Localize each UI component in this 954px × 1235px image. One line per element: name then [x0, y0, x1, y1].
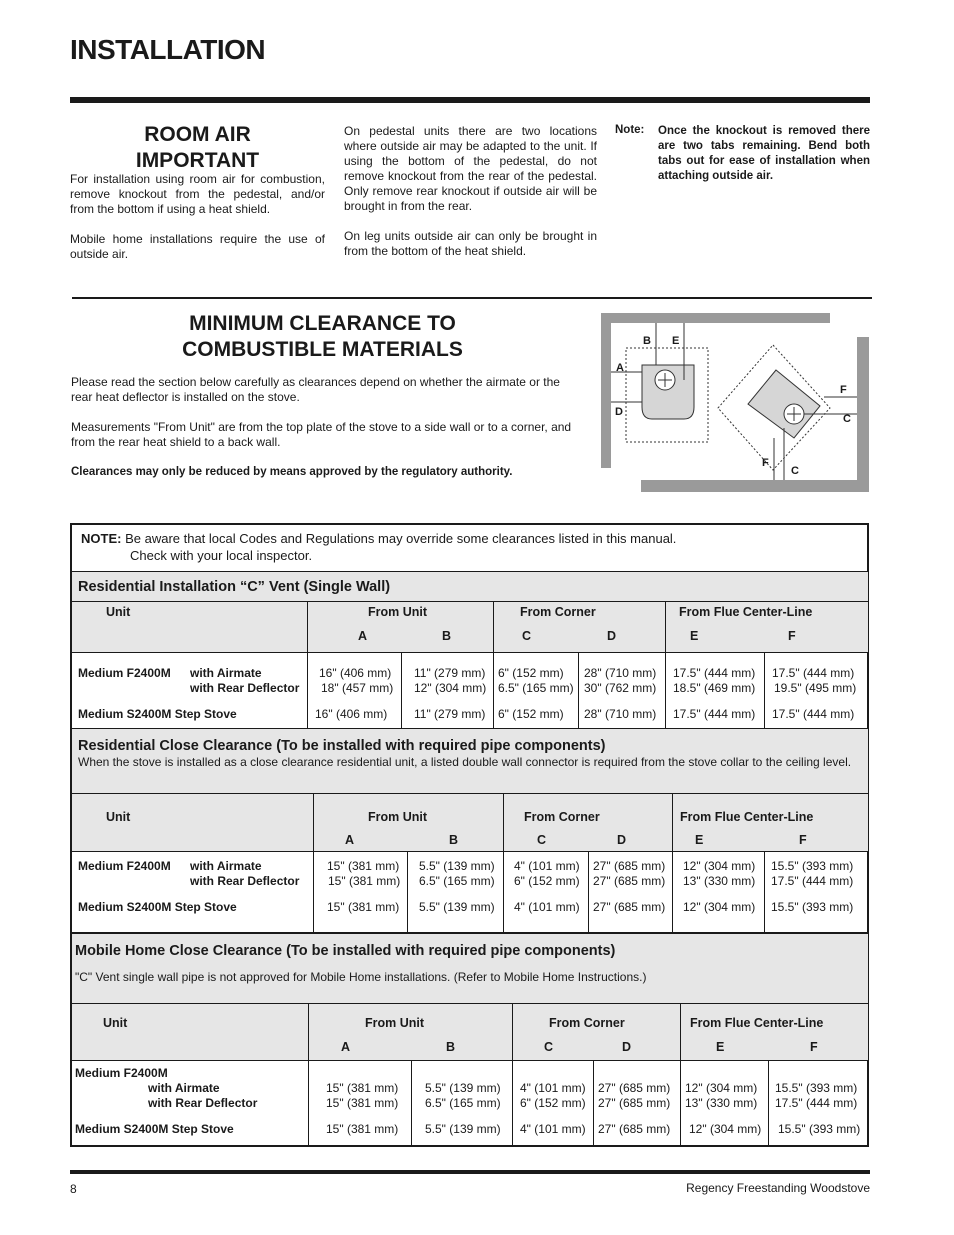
- sec2-step-e: 12" (304 mm): [683, 900, 756, 914]
- wall-top-left: [601, 313, 830, 323]
- sec1-hdr-from-flue: From Flue Center-Line: [679, 605, 813, 619]
- sec1-hdr-d: D: [607, 629, 617, 643]
- sec2-step-a: 15" (381 mm): [327, 900, 400, 914]
- clearance-heading-line1: MINIMUM CLEARANCE TO: [189, 312, 456, 335]
- header-rule: [70, 97, 870, 103]
- sec3-hdr-c: C: [544, 1040, 554, 1054]
- sec1-hdr-a: A: [358, 629, 368, 643]
- sec1-deflector-e: 18.5" (469 mm): [673, 681, 756, 695]
- leg-units-paragraph: On leg units outside air can only be brought in from the bottom of the heat shield.: [344, 229, 597, 258]
- sec2-airmate-f: 15.5" (393 mm): [771, 859, 854, 873]
- sec1-step-e: 17.5" (444 mm): [673, 707, 756, 721]
- sec1-airmate-b: 11" (279 mm): [414, 666, 486, 680]
- sec3-airmate-e: 12" (304 mm): [685, 1081, 758, 1095]
- sec3-row-deflector: with Rear Deflector: [148, 1096, 258, 1110]
- sec3-hdr-e: E: [716, 1040, 725, 1054]
- label-f-right: F: [840, 384, 847, 396]
- sec2-row-deflector: with Rear Deflector: [190, 874, 300, 888]
- sec2-deflector-e: 13" (330 mm): [683, 874, 756, 888]
- sec3-airmate-c: 4" (101 mm): [520, 1081, 586, 1095]
- sec3-title: Mobile Home Close Clearance (To be installed with required pipe components): [75, 943, 616, 959]
- sec1-row-s2400m: Medium S2400M Step Stove: [78, 707, 237, 721]
- sec1-airmate-f: 17.5" (444 mm): [772, 666, 855, 680]
- sec1-hdr-f: F: [788, 629, 796, 643]
- sec2-hdr-b: B: [449, 833, 459, 847]
- sec3-row-f2400m: Medium F2400M: [75, 1066, 168, 1080]
- sec1-airmate-c: 6" (152 mm): [498, 666, 564, 680]
- section-rule: [72, 297, 872, 299]
- sec1-hdr-unit: Unit: [106, 605, 131, 619]
- sec2-hdr-f: F: [799, 833, 807, 847]
- sec3-deflector-d: 27" (685 mm): [598, 1096, 671, 1110]
- sec1-step-b: 11" (279 mm): [414, 707, 486, 721]
- sec3-header-band: [72, 1003, 868, 1060]
- sec3-hdr-unit: Unit: [103, 1016, 128, 1030]
- room-air-heading: [70, 122, 325, 174]
- sec1-deflector-d: 30" (762 mm): [584, 681, 657, 695]
- wall-right: [857, 337, 869, 492]
- sec1-deflector-c: 6.5" (165 mm): [498, 681, 574, 695]
- sec1-row-airmate: with Airmate: [190, 666, 262, 680]
- sec1-deflector-a: 18" (457 mm): [321, 681, 394, 695]
- sec3-row-airmate: with Airmate: [148, 1081, 220, 1095]
- sec3-step-d: 27" (685 mm): [598, 1122, 671, 1136]
- sec3-step-e: 12" (304 mm): [689, 1122, 762, 1136]
- sec3-deflector-a: 15" (381 mm): [326, 1096, 399, 1110]
- table-note: [81, 530, 676, 547]
- page-number: 8: [70, 1182, 77, 1196]
- sec2-hdr-c: C: [537, 833, 547, 847]
- sec2-row-airmate: with Airmate: [190, 859, 262, 873]
- sec1-hdr-b: B: [442, 629, 452, 643]
- sec2-hdr-from-flue: From Flue Center-Line: [680, 810, 814, 824]
- sec1-airmate-d: 28" (710 mm): [584, 666, 657, 680]
- sec2-hdr-e: E: [695, 833, 704, 847]
- sec2-step-d: 27" (685 mm): [593, 900, 666, 914]
- sec3-step-b: 5.5" (139 mm): [425, 1122, 501, 1136]
- table-note-label: NOTE:: [81, 531, 122, 546]
- sec3-hdr-a: A: [341, 1040, 351, 1054]
- sec1-airmate-e: 17.5" (444 mm): [673, 666, 756, 680]
- sec1-deflector-f: 19.5" (495 mm): [774, 681, 857, 695]
- page-title: INSTALLATION: [70, 34, 266, 65]
- clearance-paragraph-1: Please read the section below carefully as clearances depend on whether the airmate or the rear heat deflector is installed on the stove.: [71, 375, 560, 404]
- room-air-heading-line2: IMPORTANT: [135, 149, 260, 172]
- sec1-airmate-a: 16" (406 mm): [319, 666, 392, 680]
- sec2-hdr-from-unit: From Unit: [368, 810, 428, 824]
- sec2-airmate-c: 4" (101 mm): [514, 859, 580, 873]
- sec2-hdr-from-corner: From Corner: [524, 810, 600, 824]
- sec2-step-b: 5.5" (139 mm): [419, 900, 495, 914]
- sec3-hdr-b: B: [446, 1040, 456, 1054]
- room-air-paragraph-1: For installation using room air for combustion, remove knockout from the pedestal, and/or from the bottom if using a heat shield.: [70, 172, 325, 216]
- table-note-line1: Be aware that local Codes and Regulations may override some clearances listed in this manual.: [125, 531, 677, 546]
- footer-doc-title: Regency Freestanding Woodstove: [686, 1181, 870, 1195]
- sec2-step-c: 4" (101 mm): [514, 900, 580, 914]
- sec3-step-c: 4" (101 mm): [520, 1122, 586, 1136]
- sec1-step-a: 16" (406 mm): [315, 707, 388, 721]
- label-e: E: [672, 335, 680, 347]
- sec3-step-f: 15.5" (393 mm): [778, 1122, 861, 1136]
- sec3-hdr-d: D: [622, 1040, 632, 1054]
- label-c-right: C: [843, 413, 851, 425]
- sec3-airmate-f: 15.5" (393 mm): [775, 1081, 858, 1095]
- sec1-deflector-b: 12" (304 mm): [414, 681, 487, 695]
- note-text: Once the knockout is removed there are two tabs remaining. Bend both tabs out for ease of installation when attaching outside air.: [658, 125, 870, 182]
- wall-bottom: [641, 480, 869, 492]
- sec2-airmate-b: 5.5" (139 mm): [419, 859, 495, 873]
- sec2-deflector-d: 27" (685 mm): [593, 874, 666, 888]
- clearance-paragraph-2: Measurements "From Unit" are from the top plate of the stove to a side wall or to a corner, and from the rear heat shield to a back wall.: [71, 420, 572, 449]
- sec2-step-f: 15.5" (393 mm): [771, 900, 854, 914]
- sec3-airmate-b: 5.5" (139 mm): [425, 1081, 501, 1095]
- sec3-hdr-from-flue: From Flue Center-Line: [690, 1016, 824, 1030]
- corner-stove-body: [748, 370, 820, 438]
- sec2-airmate-e: 12" (304 mm): [683, 859, 756, 873]
- label-a: A: [616, 362, 624, 374]
- sec2-hdr-d: D: [617, 833, 627, 847]
- label-c-bottom: C: [791, 465, 799, 477]
- sec3-hdr-from-unit: From Unit: [365, 1016, 425, 1030]
- sec2-deflector-c: 6" (152 mm): [514, 874, 580, 888]
- sec2-row-f2400m: Medium F2400M: [78, 859, 171, 873]
- sec2-desc: When the stove is installed as a close clearance residential unit, a listed double wall connector is required from the stove collar to the ceiling level.: [78, 755, 852, 769]
- clearance-paragraph-3: Clearances may only be reduced by means approved by the regulatory authority.: [71, 466, 513, 478]
- sec3-desc: "C" Vent single wall pipe is not approved for Mobile Home installations. (Refer to Mobile Home Instructions.): [75, 970, 647, 984]
- wall-left: [601, 313, 611, 468]
- sec2-airmate-a: 15" (381 mm): [327, 859, 400, 873]
- sec2-deflector-f: 17.5" (444 mm): [771, 874, 854, 888]
- label-b: B: [643, 335, 651, 347]
- sec3-airmate-d: 27" (685 mm): [598, 1081, 671, 1095]
- sec3-deflector-e: 13" (330 mm): [685, 1096, 758, 1110]
- sec1-step-c: 6" (152 mm): [498, 707, 564, 721]
- table-note-line2: Check with your local inspector.: [130, 548, 313, 563]
- sec1-step-d: 28" (710 mm): [584, 707, 657, 721]
- sec1-hdr-c: C: [522, 629, 532, 643]
- room-air-heading-line1: ROOM AIR: [144, 123, 251, 146]
- room-air-paragraph-2: Mobile home installations require the use of outside air.: [70, 232, 325, 261]
- sec3-hdr-f: F: [810, 1040, 818, 1054]
- sec3-hdr-from-corner: From Corner: [549, 1016, 625, 1030]
- sec3-row-s2400m: Medium S2400M Step Stove: [75, 1122, 234, 1136]
- sec1-step-f: 17.5" (444 mm): [772, 707, 855, 721]
- sec1-hdr-e: E: [690, 629, 699, 643]
- sec1-row-deflector: with Rear Deflector: [190, 681, 300, 695]
- sec1-hdr-from-corner: From Corner: [520, 605, 596, 619]
- label-d: D: [615, 406, 623, 418]
- sec2-deflector-a: 15" (381 mm): [328, 874, 401, 888]
- sec3-airmate-a: 15" (381 mm): [326, 1081, 399, 1095]
- sec3-deflector-f: 17.5" (444 mm): [775, 1096, 858, 1110]
- sec2-airmate-d: 27" (685 mm): [593, 859, 666, 873]
- sec2-hdr-unit: Unit: [106, 810, 131, 824]
- sec1-row-f2400m: Medium F2400M: [78, 666, 171, 680]
- sec3-step-a: 15" (381 mm): [326, 1122, 399, 1136]
- footer-rule: [70, 1170, 870, 1174]
- sec2-title: Residential Close Clearance (To be installed with required pipe components): [78, 738, 606, 754]
- pedestal-paragraph: On pedestal units there are two locations where outside air may be adapted to the unit. If using the bottom of the pedestal, do not remove knockout from the rear of the pedestal. Only remove rear knockout if outside air will be brought in from the rear.: [344, 124, 597, 213]
- sec2-hdr-a: A: [345, 833, 355, 847]
- label-f-bottom: F: [762, 457, 769, 469]
- clearance-diagram: [598, 310, 872, 494]
- sec1-hdr-from-unit: From Unit: [368, 605, 428, 619]
- sec2-deflector-b: 6.5" (165 mm): [419, 874, 495, 888]
- sec2-row-s2400m: Medium S2400M Step Stove: [78, 900, 237, 914]
- note-label: Note:: [615, 124, 645, 136]
- sec3-deflector-c: 6" (152 mm): [520, 1096, 586, 1110]
- clearance-heading: [70, 311, 575, 363]
- clearance-heading-line2: COMBUSTIBLE MATERIALS: [182, 338, 463, 361]
- sec1-title: Residential Installation “C” Vent (Single Wall): [78, 579, 391, 595]
- sec3-deflector-b: 6.5" (165 mm): [425, 1096, 501, 1110]
